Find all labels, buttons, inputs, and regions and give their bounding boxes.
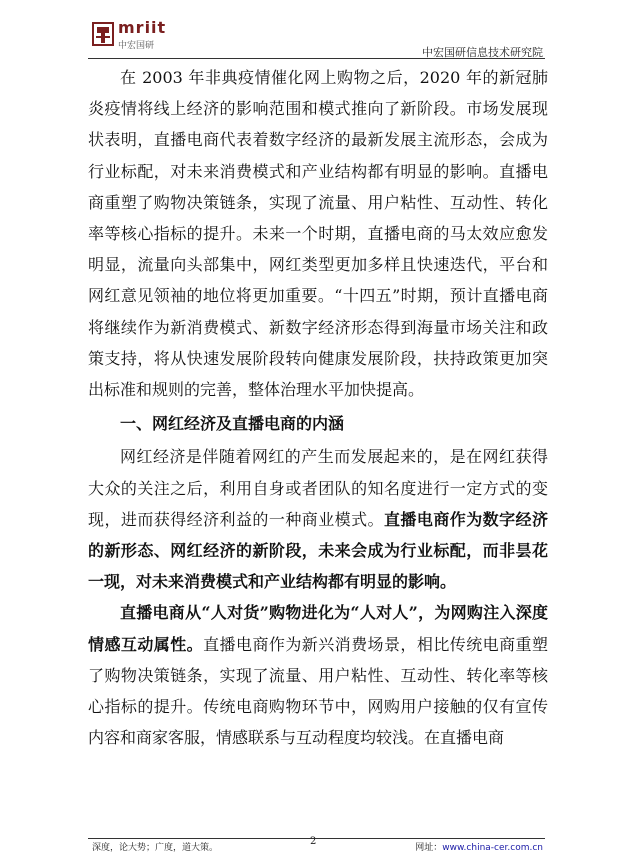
footer-website-label: 网址： [415, 843, 443, 853]
footer-website-link[interactable]: www.china-cer.com.cn [442, 843, 543, 853]
logo-text: mriit [118, 18, 167, 37]
footer-website [415, 840, 543, 853]
paragraph-wanghong-bold: 直播电商作为数字经济的新形态、网红经济的新阶段，未来会成为行业标配，而非昙花一现，对未来消费模式和产业结构都有明显的影响。 [88, 509, 548, 592]
paragraph-live-commerce-bold: 直播电商从“人对货”购物进化为“人对人”，为网购注入深度情感互动属性。 [88, 603, 548, 654]
footer-slogan: 深度，论大势；广度，道大策。 [92, 843, 219, 853]
paragraph-wanghong-text: 网红经济是伴随着网红的产生而发展起来的，是在网红获得大众的关注之后，利用自身或者团队的知名度进行一定方式的变现，进而获得经济利益的一种商业模式。 [88, 447, 548, 529]
header-organization: 中宏国研信息技术研究院 [422, 46, 543, 59]
paragraph-live-commerce-text: 直播电商作为新兴消费场景，相比传统电商重塑了购物决策链条，实现了流量、用户粘性、互动性、转化率等核心指标的提升。传统电商购物环节中，网购用户接触的仅有宣传内容和商家客服，情感联系与互动程度均较浅。在直播电商 [88, 634, 548, 748]
footer-divider [88, 838, 545, 839]
page-header [0, 0, 633, 60]
logo [92, 16, 182, 56]
paragraph-wanghong [88, 441, 548, 597]
header-divider [88, 58, 545, 59]
page-number: 2 [310, 836, 317, 847]
logo-mark-icon [92, 22, 114, 46]
paragraph-intro: 在 2003 年非典疫情催化网上购物之后，2020 年的新冠肺炎疫情将线上经济的影响范围和模式推向了新阶段。市场发展现状表明，直播电商代表着数字经济的最新发展主流形态，会成为行业标配，对未来消费模式和产业结构都有明显的影响。直播电商重塑了购物决策链条，实现了流量、用户粘性、互动性、转化率等核心指标的提升。未来一个时期，直播电商的马太效应愈发明显，流量向头部集中，网红类型更加多样且快速迭代，平台和网红意见领袖的地位将更加重要。“十四五”时期，预计直播电商将继续作为新消费模式、新数字经济形态得到海量市场关注和政策支持，将从快速发展阶段转向健康发展阶段，扶持政策更加突出标准和规则的完善，整体治理水平加快提高。 [88, 68, 548, 400]
logo-subtext: 中宏国研 [118, 41, 155, 51]
section-heading: 一、网红经济及直播电商的内涵 [120, 414, 345, 434]
paragraph-live-commerce [88, 597, 548, 753]
document-body [88, 62, 548, 753]
